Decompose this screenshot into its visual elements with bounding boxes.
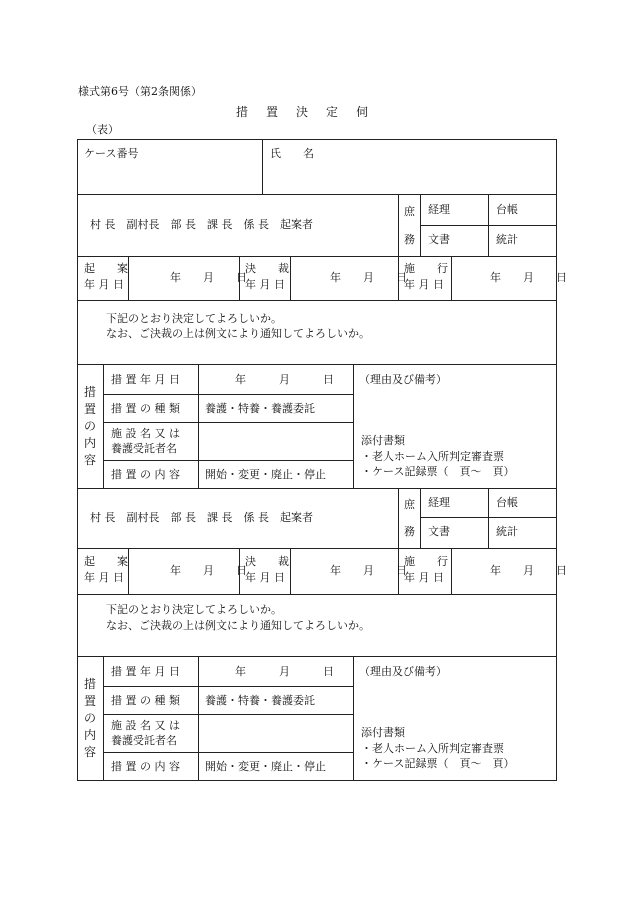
kessai-ymd-label-2: 年 月 日 <box>245 571 285 584</box>
measure-content-value: 開始・変更・廃止・停止 <box>205 468 326 481</box>
measure-content-label: 措 置 の 内 容 <box>111 468 180 481</box>
kessai-label: 決 裁 <box>245 262 289 275</box>
kessai-date-value-2: 年 月 日 <box>330 564 407 577</box>
approver-roles: 村 長 副村長 部 長 課 長 係 長 起案者 <box>90 218 313 231</box>
shiko-date-value: 年 月 日 <box>490 271 567 284</box>
bunsho-label-2: 文書 <box>428 525 450 538</box>
kian-date-value: 年 月 日 <box>170 271 247 284</box>
memo-line-1-2: 下記のとおり決定してよろしいか。 <box>106 603 282 616</box>
memo-line-1: 下記のとおり決定してよろしいか。 <box>106 312 282 325</box>
measure-content-value-2: 開始・変更・廃止・停止 <box>205 760 326 773</box>
measure-date-label-2: 措 置 年 月 日 <box>111 665 180 678</box>
bunsho-label: 文書 <box>428 233 450 246</box>
measure-type-label: 措 置 の 種 類 <box>111 402 180 415</box>
shiko-ymd-label-2: 年 月 日 <box>404 571 444 584</box>
measure-date-value: 年 月 日 <box>235 373 334 386</box>
kian-date-value-2: 年 月 日 <box>170 564 247 577</box>
kian-label: 起 案 <box>84 262 128 275</box>
measure-type-label-2: 措 置 の 種 類 <box>111 694 180 707</box>
kessai-ymd-label: 年 月 日 <box>245 278 285 291</box>
facility-label-1-2: 施 設 名 又 は <box>111 719 180 732</box>
attachment-item-2: ・ケース記録票（ 頁〜 頁） <box>361 465 515 478</box>
shomu-label-bottom-2: 務 <box>404 525 415 538</box>
kessai-label-2: 決 裁 <box>245 555 289 568</box>
shomu-label-top-2: 庶 <box>404 498 415 511</box>
memo-line-2-2: なお、ご決裁の上は例文により通知してよろしいか。 <box>106 619 370 632</box>
kian-ymd-label-2: 年 月 日 <box>84 571 124 584</box>
daicho-label: 台帳 <box>496 203 518 216</box>
tokei-label-2: 統計 <box>496 525 518 538</box>
measure-date-value-2: 年 月 日 <box>235 665 334 678</box>
facility-label-2-2: 養護受託者名 <box>111 734 177 747</box>
attachments-title: 添付書類 <box>361 434 405 447</box>
memo-line-2: なお、ご決裁の上は例文により通知してよろしいか。 <box>106 327 370 340</box>
measure-content-label-2: 措 置 の 内 容 <box>111 760 180 773</box>
remarks-label-2: （理由及び備考） <box>359 665 447 678</box>
approver-roles-2: 村 長 副村長 部 長 課 長 係 長 起案者 <box>90 511 313 524</box>
facility-label-2: 養護受託者名 <box>111 442 177 455</box>
shomu-label-bottom: 務 <box>404 233 415 246</box>
shiko-ymd-label: 年 月 日 <box>404 278 444 291</box>
attachments-title-2: 添付書類 <box>361 726 405 739</box>
keiri-label: 経理 <box>428 203 450 216</box>
measures-side-label-2: 措 置 の 内 容 <box>83 677 96 759</box>
form-number: 様式第6号（第2条関係） <box>78 85 202 98</box>
keiri-label-2: 経理 <box>428 496 450 509</box>
shomu-label-top: 庶 <box>404 205 415 218</box>
kessai-date-value: 年 月 日 <box>330 271 407 284</box>
case-number-label: ケース番号 <box>84 147 139 160</box>
measure-date-label: 措 置 年 月 日 <box>111 373 180 386</box>
facility-label-1: 施 設 名 又 は <box>111 427 180 440</box>
shiko-label: 施 行 <box>404 262 448 275</box>
shiko-date-value-2: 年 月 日 <box>490 564 567 577</box>
attachment-item-1: ・老人ホーム入所判定審査票 <box>361 450 504 463</box>
tokei-label: 統計 <box>496 233 518 246</box>
shiko-label-2: 施 行 <box>404 555 448 568</box>
daicho-label-2: 台帳 <box>496 496 518 509</box>
remarks-label: （理由及び備考） <box>359 373 447 386</box>
attachment-item-2-2: ・ケース記録票（ 頁〜 頁） <box>361 757 515 770</box>
kian-label-2: 起 案 <box>84 555 128 568</box>
measure-type-value: 養護・特養・養護委託 <box>205 402 315 415</box>
kian-ymd-label: 年 月 日 <box>84 278 124 291</box>
measure-type-value-2: 養護・特養・養護委託 <box>205 694 315 707</box>
name-label: 氏 名 <box>270 147 314 160</box>
measures-side-label: 措 置 の 内 容 <box>83 385 96 467</box>
attachment-item-1-2: ・老人ホーム入所判定審査票 <box>361 742 504 755</box>
front-side-label: （表） <box>86 123 119 136</box>
page-title: 措 置 決 定 伺 <box>236 105 372 119</box>
